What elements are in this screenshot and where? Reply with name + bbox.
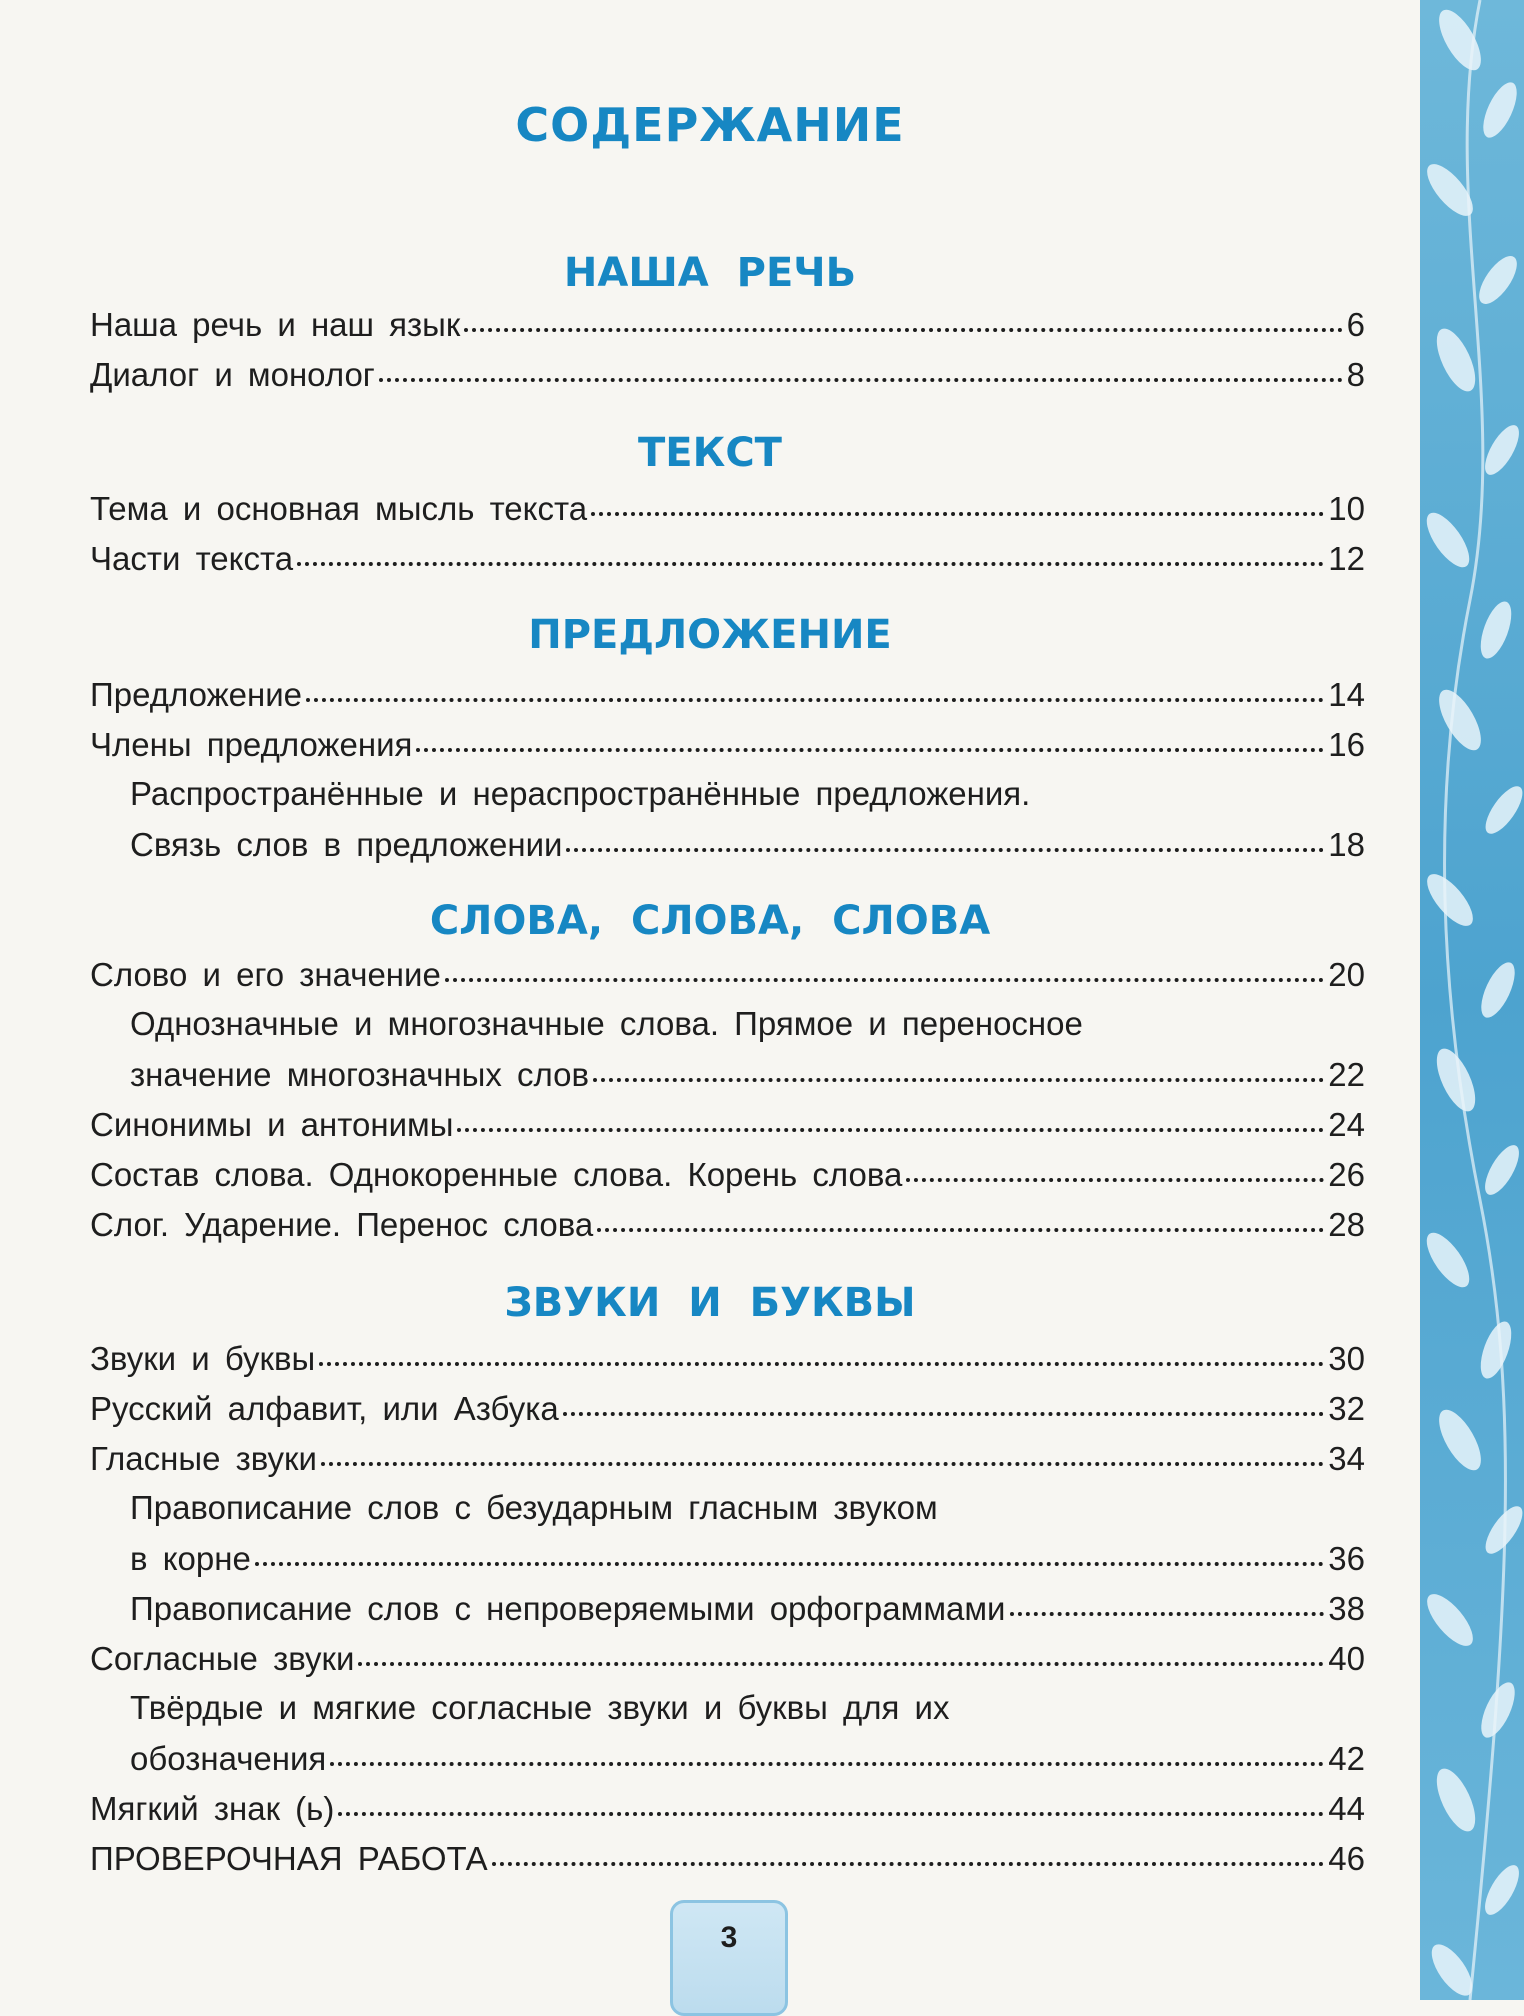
toc-entry-label: Русский алфавит, или Азбука — [90, 1390, 559, 1427]
toc-entry-label: Связь слов в предложении — [130, 826, 563, 863]
toc-entry-label: Мягкий знак (ь) — [90, 1790, 335, 1827]
toc-entry-page: 40 — [1328, 1640, 1365, 1677]
toc-entry[interactable] — [130, 1052, 1365, 1096]
toc-entry-label: в корне — [130, 1540, 251, 1577]
toc-entry-label: обозначения — [130, 1740, 327, 1777]
toc-entry-label: Предложение — [90, 676, 303, 713]
toc-entry-label: Слово и его значение — [90, 956, 441, 993]
dot-leader — [1010, 1582, 1325, 1616]
toc-entry[interactable] — [90, 1386, 1365, 1430]
dot-leader — [255, 1532, 1324, 1566]
toc-entry[interactable] — [90, 952, 1365, 996]
toc-entry-label: Правописание слов с непроверяемыми орфограммами — [130, 1590, 1006, 1627]
toc-entry-label[interactable]: Правописание слов с безударным гласным звуком — [130, 1489, 938, 1526]
section-title-zvuki: ЗВУКИ И БУКВЫ — [504, 1280, 916, 1326]
toc-entry-page: 10 — [1328, 490, 1365, 527]
leaf-pattern-icon — [1420, 0, 1524, 2000]
toc-entry-page: 30 — [1328, 1340, 1365, 1377]
toc-entry-page: 20 — [1328, 956, 1365, 993]
dot-leader — [321, 1432, 1324, 1466]
dot-leader — [457, 1098, 1324, 1132]
dot-leader — [492, 1832, 1325, 1866]
dot-leader — [306, 668, 1324, 702]
dot-leader — [416, 718, 1324, 752]
toc-entry-page: 32 — [1328, 1390, 1365, 1427]
toc-entry-label[interactable]: Твёрдые и мягкие согласные звуки и буквы для их — [130, 1689, 950, 1726]
toc-entry-label: Синонимы и антонимы — [90, 1106, 454, 1143]
dot-leader — [445, 948, 1324, 982]
decorative-leaf-strip — [1420, 0, 1524, 2000]
dot-leader — [330, 1732, 1324, 1766]
dot-leader — [597, 1198, 1324, 1232]
toc-entry[interactable] — [130, 1536, 1365, 1580]
dot-leader — [379, 348, 1343, 382]
dot-leader — [593, 1048, 1324, 1082]
toc-entry[interactable] — [90, 1636, 1365, 1680]
toc-entry-page: 38 — [1328, 1590, 1365, 1627]
toc-entry[interactable] — [90, 672, 1365, 716]
dot-leader — [566, 818, 1324, 852]
toc-entry-page: 26 — [1328, 1156, 1365, 1193]
page-title: СОДЕРЖАНИЕ — [515, 98, 905, 152]
page-number-tab — [670, 1900, 788, 2016]
toc-entry-label: Члены предложения — [90, 726, 413, 763]
dot-leader — [319, 1332, 1324, 1366]
toc-entry-page: 6 — [1346, 306, 1365, 343]
dot-leader — [464, 298, 1342, 332]
toc-entry[interactable] — [90, 722, 1365, 766]
toc-entry[interactable] — [90, 302, 1365, 346]
dot-leader — [338, 1782, 1324, 1816]
toc-entry[interactable] — [90, 1152, 1365, 1196]
toc-entry-label[interactable]: Распространённые и нераспространённые предложения. — [130, 775, 1031, 812]
toc-entry[interactable] — [90, 1436, 1365, 1480]
toc-entry[interactable] — [90, 352, 1365, 396]
toc-entry-label: Согласные звуки — [90, 1640, 355, 1677]
toc-entry[interactable] — [130, 1736, 1365, 1780]
toc-entry[interactable] — [90, 1202, 1365, 1246]
toc-entry-page: 28 — [1328, 1206, 1365, 1243]
toc-entry[interactable] — [130, 822, 1365, 866]
toc-entry[interactable] — [90, 1836, 1365, 1880]
toc-entry-label: Звуки и буквы — [90, 1340, 316, 1377]
dot-leader — [906, 1148, 1324, 1182]
toc-entry-label: Тема и основная мысль текста — [90, 490, 588, 527]
section-title-nasha-rech: НАША РЕЧЬ — [563, 250, 857, 296]
toc-entry-page: 12 — [1328, 540, 1365, 577]
toc-entry-page: 36 — [1328, 1540, 1365, 1577]
section-title-slova: СЛОВА, СЛОВА, СЛОВА — [429, 898, 991, 944]
dot-leader — [563, 1382, 1325, 1416]
toc-entry-label[interactable]: Однозначные и многозначные слова. Прямое и переносное — [130, 1005, 1083, 1042]
section-title-predlozhenie: ПРЕДЛОЖЕНИЕ — [528, 612, 892, 658]
toc-entry-label: Диалог и монолог — [90, 356, 375, 393]
toc-entry-label: Слог. Ударение. Перенос слова — [90, 1206, 594, 1243]
toc-entry-page: 34 — [1328, 1440, 1365, 1477]
toc-entry[interactable] — [90, 1102, 1365, 1146]
toc-entry[interactable] — [90, 536, 1365, 580]
toc-entry-page: 16 — [1328, 726, 1365, 763]
toc-entry-label: значение многозначных слов — [130, 1056, 590, 1093]
toc-entry-label: ПРОВЕРОЧНАЯ РАБОТА — [90, 1840, 488, 1877]
toc-entry-label: Состав слова. Однокоренные слова. Корень слова — [90, 1156, 903, 1193]
toc-entry-page: 42 — [1328, 1740, 1365, 1777]
toc-entry-label: Части текста — [90, 540, 294, 577]
toc-entry-page: 44 — [1328, 1790, 1365, 1827]
toc-entry[interactable] — [130, 1586, 1365, 1630]
page-number: 3 — [720, 1921, 738, 1954]
toc-entry-page: 22 — [1328, 1056, 1365, 1093]
toc-entry-page: 18 — [1328, 826, 1365, 863]
dot-leader — [591, 482, 1324, 516]
toc-entry-label: Гласные звуки — [90, 1440, 317, 1477]
toc-entry-page: 46 — [1328, 1840, 1365, 1877]
section-title-tekst: ТЕКСТ — [638, 430, 782, 476]
toc-entry[interactable] — [90, 486, 1365, 530]
toc-entry[interactable] — [90, 1336, 1365, 1380]
toc-entry-page: 14 — [1328, 676, 1365, 713]
toc-entry-label: Наша речь и наш язык — [90, 306, 461, 343]
toc-entry[interactable] — [90, 1786, 1365, 1830]
toc-entry-page: 8 — [1346, 356, 1365, 393]
dot-leader — [297, 532, 1324, 566]
dot-leader — [358, 1632, 1324, 1666]
toc-entry-page: 24 — [1328, 1106, 1365, 1143]
